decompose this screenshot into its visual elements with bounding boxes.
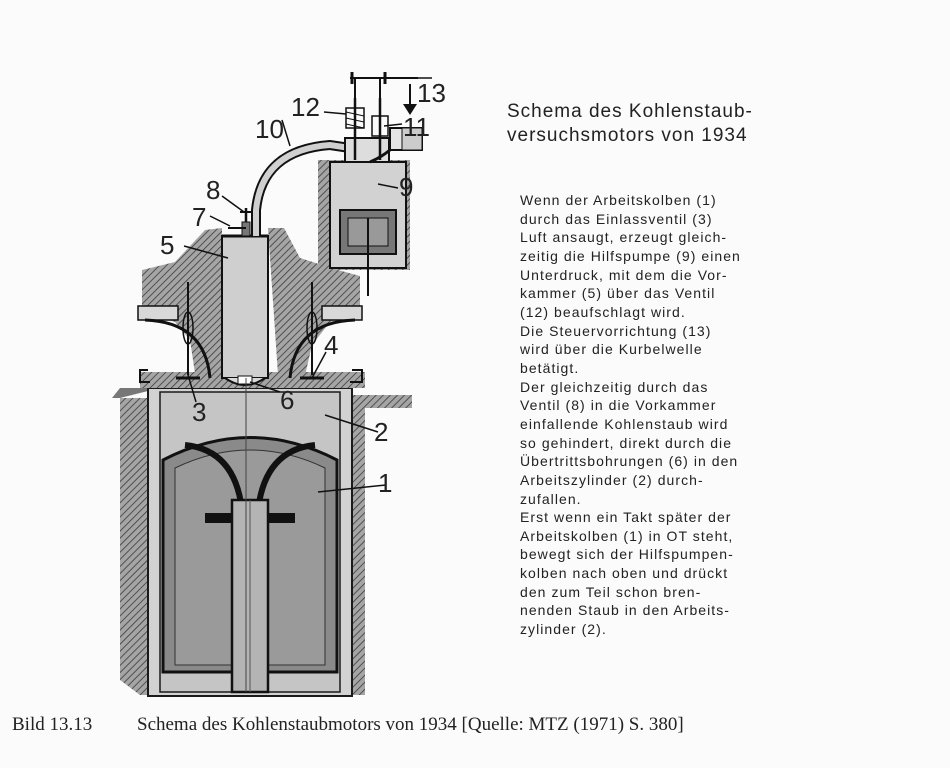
description-line: Arbeitskolben (1) in OT steht, [520, 527, 734, 544]
description-line: Die Steuervorrichtung (13) [520, 322, 712, 339]
label-13: 13 [417, 78, 446, 108]
caption-label: Bild 13.13 [12, 714, 93, 735]
description-line: (12) beaufschlagt wird. [520, 303, 686, 320]
description-line: zeitig die Hilfspumpe (9) einen [520, 247, 741, 264]
label-4: 4 [324, 330, 339, 360]
label-3: 3 [192, 397, 207, 427]
coal-dust-valve [228, 208, 252, 236]
description-line: Der gleichzeitig durch das [520, 378, 709, 395]
description-line: Arbeitszylinder (2) durch- [520, 471, 704, 488]
description-line: so gehindert, direkt durch die [520, 434, 733, 451]
caption-text: Schema des Kohlenstaubmotors von 1934 [Quelle: MTZ (1971) S. 380] [137, 714, 684, 735]
working-piston [163, 438, 337, 693]
description-line: Erst wenn ein Takt später der [520, 509, 732, 526]
label-8: 8 [206, 175, 221, 205]
label-6: 6 [280, 385, 295, 415]
description-line: zufallen. [520, 490, 582, 507]
description-line: nenden Staub in den Arbeits- [520, 602, 730, 619]
label-9: 9 [399, 172, 414, 202]
description-line: einfallende Kohlenstaub wird [520, 415, 729, 432]
description-line: den zum Teil schon bren- [520, 583, 702, 600]
heading-line: versuchsmotors von 1934 [507, 125, 748, 146]
label-12: 12 [291, 92, 320, 122]
description-text [520, 191, 820, 639]
description-line: betätigt. [520, 359, 580, 376]
description-line: Unterdruck, mit dem die Vor- [520, 266, 728, 283]
label-7: 7 [192, 202, 207, 232]
description-line: kammer (5) über das Ventil [520, 285, 716, 302]
description-line: Ventil (8) in die Vorkammer [520, 397, 717, 414]
label-2: 2 [374, 417, 389, 447]
label-10: 10 [255, 114, 284, 144]
description-line: Luft ansaugt, erzeugt gleich- [520, 229, 728, 246]
figure-caption [12, 714, 684, 736]
description-line: Übertrittsbohrungen (6) in den [520, 453, 739, 470]
label-5: 5 [160, 230, 175, 260]
description-line: Wenn der Arbeitskolben (1) [520, 192, 717, 208]
description-line: bewegt sich der Hilfspumpen- [520, 546, 734, 563]
description-line: kolben nach oben und drückt [520, 565, 729, 582]
description-line: wird über die Kurbelwelle [520, 341, 703, 358]
diagram-heading [507, 100, 827, 148]
heading-line: Schema des Kohlenstaub- [507, 101, 753, 122]
label-1: 1 [378, 468, 393, 498]
description-line: durch das Einlassventil (3) [520, 210, 713, 227]
description-line: zylinder (2). [520, 621, 607, 638]
label-11: 11 [403, 112, 430, 142]
